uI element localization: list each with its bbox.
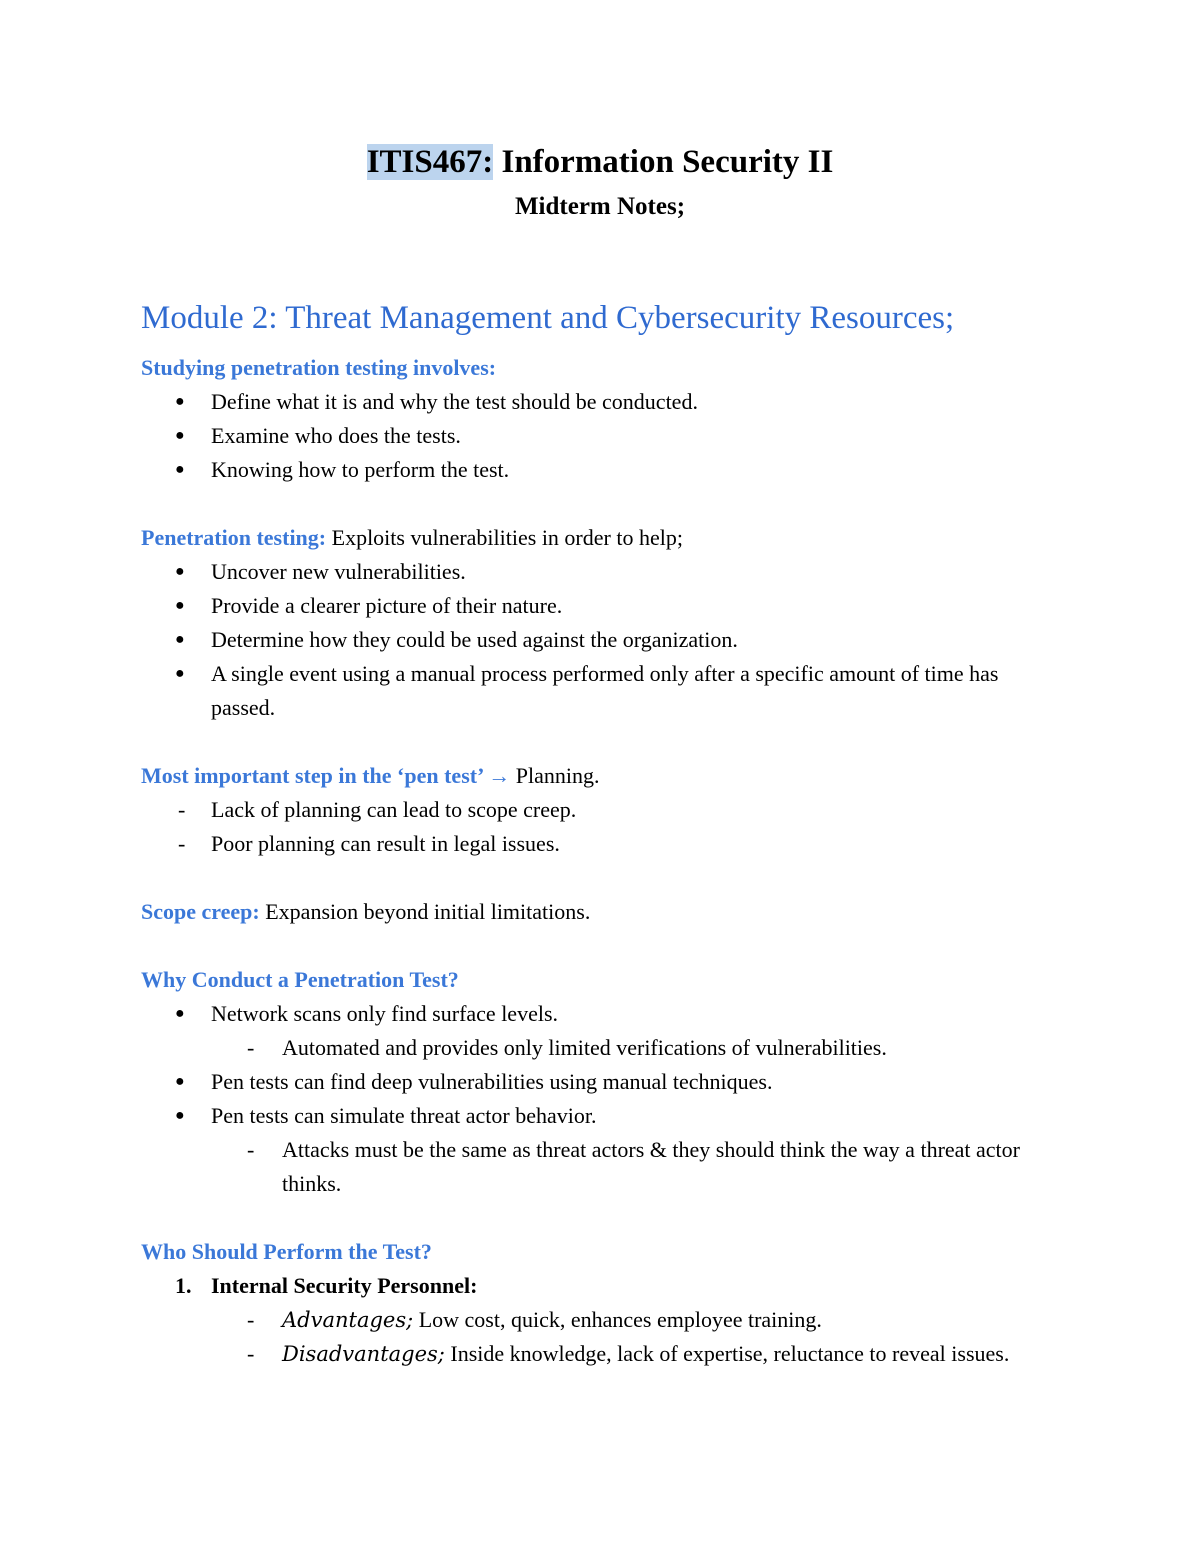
sub-list-item-disadvantages (141, 1337, 1051, 1371)
important-step-heading: Most important step in the ‘pen test’ (141, 763, 483, 788)
list-item: - Lack of planning can lead to scope creep. (141, 793, 1051, 827)
list-item: ● Provide a clearer picture of their nature. (141, 589, 1051, 623)
list-item: ● Network scans only find surface levels. (141, 997, 1051, 1031)
sub-list-item-advantages (141, 1303, 1051, 1337)
numbered-item (141, 1269, 1051, 1303)
list-item: ● Uncover new vulnerabilities. (141, 555, 1051, 589)
pen-testing-paragraph (141, 521, 1051, 555)
arrow-icon: → (482, 763, 516, 788)
pen-testing-heading: Penetration testing: (141, 525, 327, 550)
scope-creep-paragraph (141, 895, 1051, 929)
important-step-text: Planning. (515, 763, 600, 788)
list-item: ● Pen tests can find deep vulnerabilities using manual techniques. (141, 1065, 1051, 1099)
why-conduct-list (141, 997, 1051, 1201)
sub-list-item: - Attacks must be the same as threat actors & they should think the way a threat actor thinks. (141, 1133, 1051, 1201)
advantages-text: Low cost, quick, enhances employee training. (413, 1307, 822, 1332)
list-item: ● Determine how they could be used against the organization. (141, 623, 1051, 657)
list-item: ● Examine who does the tests. (141, 419, 1051, 453)
disadvantages-label: Disadvantages; (282, 1342, 445, 1366)
module-heading: Module 2: Threat Management and Cybersecurity Resources; (141, 300, 955, 336)
list-item: - Poor planning can result in legal issues. (141, 827, 1051, 861)
item-number: 1. (175, 1273, 192, 1298)
sub-list-item: - Automated and provides only limited verifications of vulnerabilities. (141, 1031, 1051, 1065)
list-item: ● Knowing how to perform the test. (141, 453, 1051, 487)
course-title: Information Security II (493, 144, 834, 180)
list-item: ● A single event using a manual process performed only after a specific amount of time has passed. (141, 657, 1051, 725)
course-code: ITIS467: (366, 144, 494, 180)
who-should-heading: Who Should Perform the Test? (141, 1239, 432, 1264)
document-subtitle: Midterm Notes; (514, 193, 686, 220)
notes-content (141, 351, 1051, 1371)
scope-creep-heading: Scope creep: (141, 899, 260, 924)
scope-creep-text: Expansion beyond initial limitations. (259, 899, 591, 924)
disadvantages-text: Inside knowledge, lack of expertise, reluctance to reveal issues. (444, 1341, 1010, 1366)
numbered-item-text: Internal Security Personnel: (211, 1273, 478, 1298)
who-should-list (141, 1269, 1051, 1371)
list-item: ● Pen tests can simulate threat actor behavior. (141, 1099, 1051, 1133)
studying-heading: Studying penetration testing involves: (141, 355, 497, 380)
list-item: ● Define what it is and why the test should be conducted. (141, 385, 1051, 419)
document-title (0, 140, 1200, 184)
why-conduct-heading: Why Conduct a Penetration Test? (141, 967, 459, 992)
advantages-label: Advantages; (282, 1308, 414, 1332)
important-step-list (141, 793, 1051, 861)
pen-testing-list (141, 555, 1051, 725)
pen-testing-text: Exploits vulnerabilities in order to help; (326, 525, 683, 550)
important-step-paragraph (141, 759, 1051, 793)
studying-list (141, 385, 1051, 487)
